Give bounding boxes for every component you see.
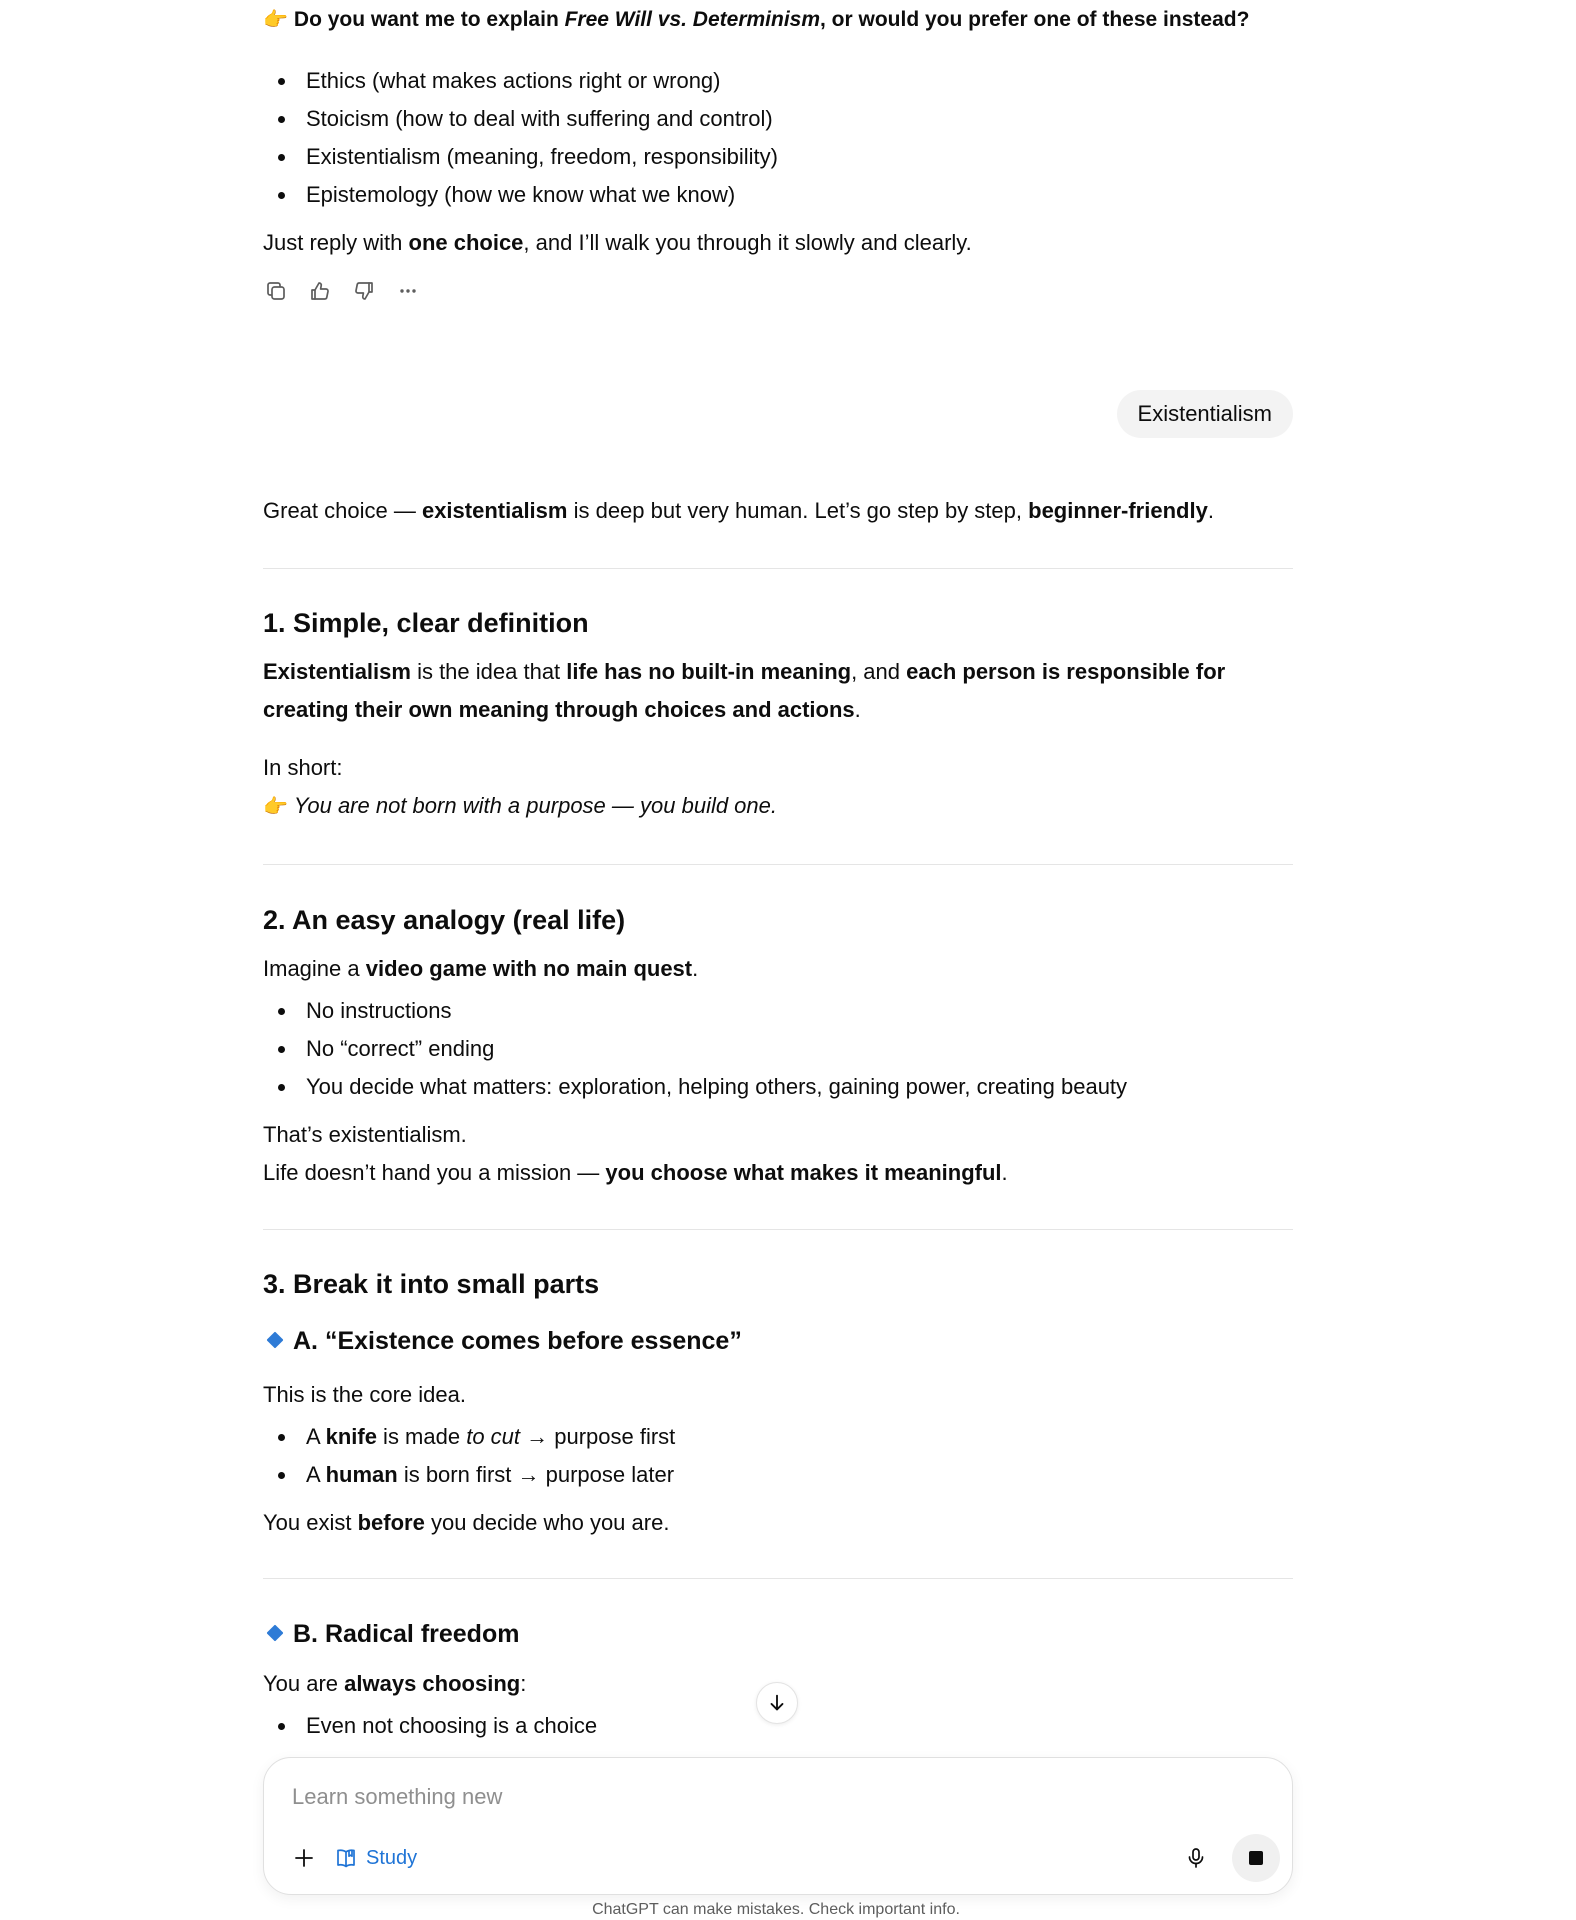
pointing-hand-icon: 👉 <box>263 9 288 31</box>
section-analogy <box>263 902 1293 1192</box>
stop-icon <box>1249 1851 1263 1865</box>
section-heading: 1. Simple, clear definition <box>263 608 589 638</box>
blue-diamond-icon <box>267 1332 284 1349</box>
arrow-down-icon <box>766 1692 788 1714</box>
in-short-text: 👉 You are not born with a purpose — you build one. <box>263 787 1293 826</box>
closing-text: Just reply with one choice, and I’ll walk you through it slowly and clearly. <box>263 230 972 255</box>
add-attachment-button[interactable] <box>286 1840 322 1876</box>
subsection-heading: B. Radical freedom <box>263 1617 1293 1651</box>
list-item: You decide what matters: exploration, helping others, gaining power, creating beauty <box>263 1068 1293 1106</box>
options-list <box>263 62 1293 214</box>
list-item: Even not choosing is a choice <box>263 1707 1293 1745</box>
section-heading: 3. Break it into small parts <box>263 1269 600 1299</box>
freedom-intro: You are always choosing: <box>263 1671 527 1696</box>
user-message-bubble: Existentialism <box>1117 390 1293 438</box>
analogy-conclusion: Life doesn’t hand you a mission — you choose what makes it meaningful. <box>263 1160 1008 1185</box>
more-icon[interactable] <box>395 278 421 304</box>
assistant-intro <box>263 492 1293 530</box>
in-short-label: In short: <box>263 755 343 780</box>
core-idea-conclusion: You exist before you decide who you are. <box>263 1510 670 1535</box>
analogy-intro: Imagine a video game with no main quest. <box>263 956 699 981</box>
blue-diamond-icon <box>267 1625 284 1642</box>
plus-icon <box>292 1846 316 1870</box>
previous-assistant-message <box>263 0 1293 262</box>
section-definition <box>263 605 1293 826</box>
core-idea-list <box>263 1418 1293 1494</box>
thumbs-up-icon[interactable] <box>307 278 333 304</box>
study-mode-button[interactable] <box>334 1840 417 1876</box>
list-item: Existentialism (meaning, freedom, responsibility) <box>263 138 1293 176</box>
divider <box>263 1229 1293 1230</box>
message-actions <box>263 278 421 304</box>
list-item: Stoicism (how to deal with suffering and control) <box>263 100 1293 138</box>
section-heading: 2. An easy analogy (real life) <box>263 905 626 935</box>
list-item: A human is born first → purpose later <box>263 1456 1293 1494</box>
analogy-line: That’s existentialism. <box>263 1122 467 1147</box>
divider <box>263 568 1293 569</box>
section-parts <box>263 1266 1293 1542</box>
list-item: Epistemology (how we know what we know) <box>263 176 1293 214</box>
microphone-icon <box>1184 1846 1208 1870</box>
divider <box>263 864 1293 865</box>
stop-generating-button[interactable] <box>1232 1834 1280 1882</box>
core-idea-text: This is the core idea. <box>263 1382 466 1407</box>
divider <box>263 1578 1293 1579</box>
analogy-list <box>263 992 1293 1106</box>
thumbs-down-icon[interactable] <box>351 278 377 304</box>
pointing-hand-icon: 👉 <box>263 796 288 818</box>
prompt-input[interactable] <box>292 1780 1092 1814</box>
disclaimer: ChatGPT can make mistakes. Check important info. <box>592 1901 960 1918</box>
scroll-to-bottom-button[interactable] <box>756 1682 798 1724</box>
subsection-freedom <box>263 1617 1293 1745</box>
dictate-button[interactable] <box>1178 1840 1214 1876</box>
list-item: Ethics (what makes actions right or wrong) <box>263 62 1293 100</box>
follow-up-question: 👉 Do you want me to explain Free Will vs. Determinism, or would you prefer one of these instead? <box>263 2 1293 38</box>
list-item: A knife is made to cut → purpose first <box>263 1418 1293 1456</box>
composer <box>263 1757 1293 1895</box>
intro-text: Great choice — existentialism is deep but very human. Let’s go step by step, beginner-friendly. <box>263 498 1214 523</box>
copy-icon[interactable] <box>263 278 289 304</box>
definition-text: Existentialism is the idea that life has no built-in meaning, and each person is responsible for creating their own meaning through choices and actions. <box>263 659 1226 722</box>
list-item: No “correct” ending <box>263 1030 1293 1068</box>
list-item: No instructions <box>263 992 1293 1030</box>
subsection-heading: A. “Existence comes before essence” <box>263 1324 1293 1358</box>
open-book-icon <box>334 1846 358 1870</box>
study-label: Study <box>366 1846 418 1869</box>
